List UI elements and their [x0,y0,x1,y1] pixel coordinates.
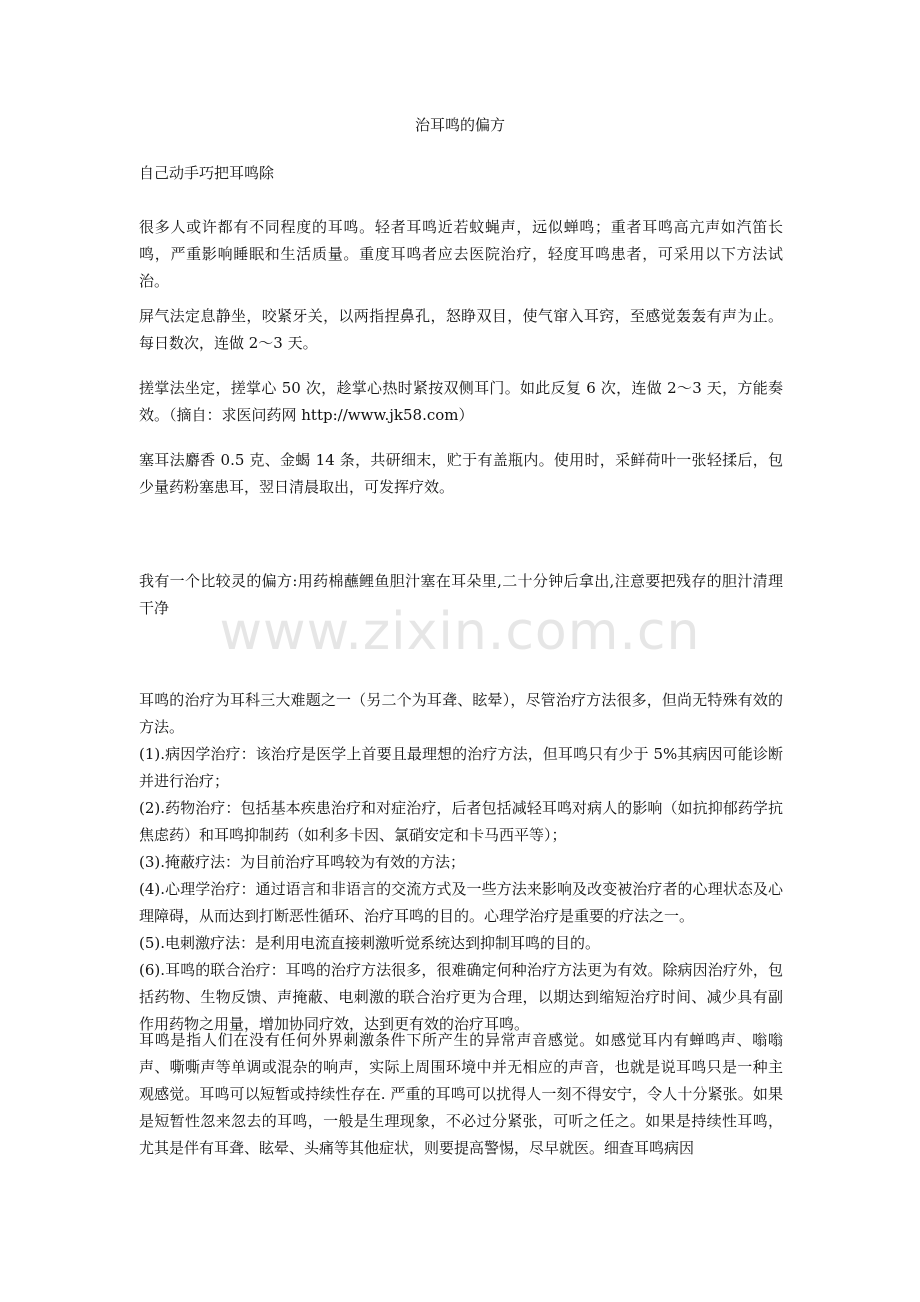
subtitle: 自己动手巧把耳鸣除 [139,164,275,182]
treatment-item-3: (3).掩蔽疗法：为目前治疗耳鸣较为有效的方法； [139,853,466,871]
definition-paragraph: 耳鸣是指人们在没有任何外界刺激条件下所产生的异常声音感觉。如感觉耳内有蝉鸣声、嗡嗡声、嘶嘶声等单调或混杂的响声，实际上周围环境中并无相应的声音，也就是说耳鸣只是一种主观感觉。耳鸣可以短暂或持续性存在. 严重的耳鸣可以扰得人一刻不得安宁，令人十分紧张。如果是短暂性忽来忽去的耳鸣，一般是生理现象，不必过分紧张，可听之任之。如果是持续性耳鸣，尤其是伴有耳聋、眩晕、头痛等其他症状，则要提高警惕，尽早就医。细查耳鸣病因 [139,1031,783,1157]
method-palm-rub: 搓掌法坐定，搓掌心 50 次，趁掌心热时紧按双侧耳门。如此反复 6 次，连做 2～3 天，方能奏效。（摘自：求医问药网 http://www.jk58.com） [139,379,783,424]
treatment-item-5: (5).电刺激疗法：是利用电流直接刺激听觉系统达到抑制耳鸣的目的。 [139,934,601,952]
method-breath-hold: 屏气法定息静坐，咬紧牙关，以两指捏鼻孔，怒睁双目，使气窜入耳窍，至感觉轰轰有声为止。每日数次，连做 2～3 天。 [139,307,783,352]
intro-paragraph: 很多人或许都有不同程度的耳鸣。轻者耳鸣近若蚊蝇声，远似蝉鸣；重者耳鸣高亢声如汽笛长鸣，严重影响睡眠和生活质量。重度耳鸣者应去医院治疗，轻度耳鸣患者，可采用以下方法试治。 [139,218,783,290]
folk-remedy-paragraph: 我有一个比较灵的偏方:用药棉蘸鲤鱼胆汁塞在耳朵里,二十分钟后拿出,注意要把残存的胆汁清理干净 [139,572,783,617]
method-ear-plug: 塞耳法麝香 0.5 克、金蝎 14 条，共研细末，贮于有盖瓶内。使用时，采鲜荷叶一张轻揉后，包少量药粉塞患耳，翌日清晨取出，可发挥疗效。 [139,451,783,496]
document-title: 治耳鸣的偏方 [414,116,505,134]
watermark: www.zixin.com.cn [219,602,701,662]
treatment-item-2: (2).药物治疗：包括基本疾患治疗和对症治疗，后者包括减轻耳鸣对病人的影响（如抗抑郁药学抗焦虑药）和耳鸣抑制药（如利多卡因、氯硝安定和卡马西平等）； [139,799,783,844]
treatment-item-1: (1).病因学治疗：该治疗是医学上首要且最理想的治疗方法，但耳鸣只有少于 5%其病因可能诊断并进行治疗； [139,745,783,790]
treatment-item-4: (4).心理学治疗：通过语言和非语言的交流方式及一些方法来影响及改变被治疗者的心理状态及心理障碍，从而达到打断恶性循环、治疗耳鸣的目的。心理学治疗是重要的疗法之一。 [139,880,783,925]
treatment-item-6: (6).耳鸣的联合治疗：耳鸣的治疗方法很多，很难确定何种治疗方法更为有效。除病因治疗外，包括药物、生物反馈、声掩蔽、电刺激的联合治疗更为合理，以期达到缩短治疗时间、减少具有副作用药物之用量，增加协同疗效，达到更有效的治疗耳鸣。 [139,961,783,1033]
treatment-section [139,687,783,1038]
treatment-intro: 耳鸣的治疗为耳科三大难题之一（另二个为耳聋、眩晕），尽管治疗方法很多，但尚无特殊有效的方法。 [139,691,783,736]
